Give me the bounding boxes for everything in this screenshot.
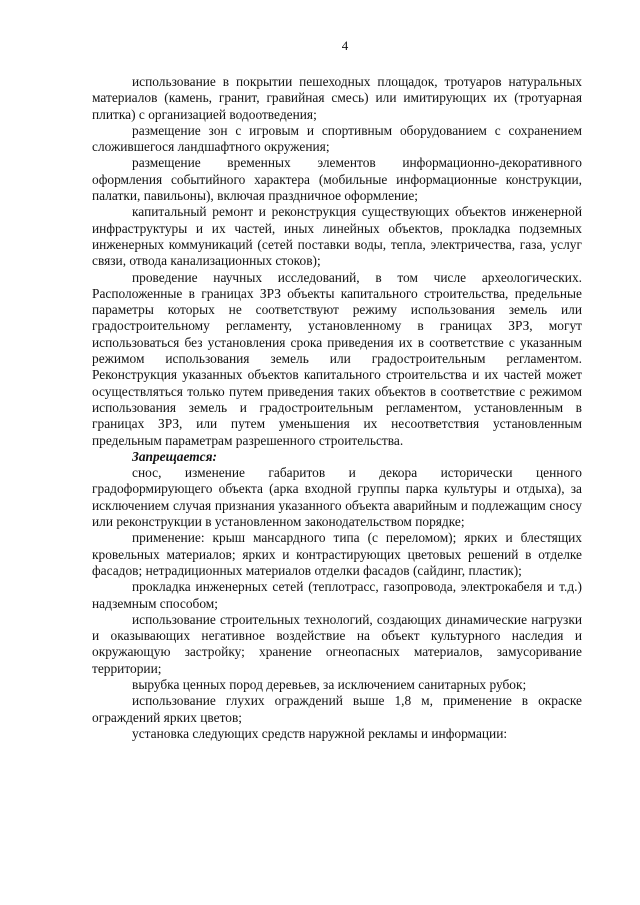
paragraph: использование в покрытии пешеходных площадок, тротуаров натуральных материалов (камень, гранит, гравийная смесь) или имитирующих их (тротуарная плитка) с организацией водоотведения; bbox=[92, 74, 582, 122]
paragraph: капитальный ремонт и реконструкция существующих объектов инженерной инфраструктуры и их частей, иных линейных объектов, прокладка подземных инженерных коммуникаций (сетей поставки воды, тепла, электричества, газа, услуг связи, отвода канализационных стоков); bbox=[92, 204, 582, 269]
document-body bbox=[92, 74, 582, 742]
paragraph: прокладка инженерных сетей (теплотрасс, газопровода, электрокабеля и т.д.) надземным способом; bbox=[92, 579, 582, 611]
paragraph: проведение научных исследований, в том числе археологических. Расположенные в границах ЗРЗ объекты капитального строительства, предельные параметры которых не соответствуют режиму использования земель или градостроительному регламенту, установленному в границах ЗРЗ, могут использоваться без установления срока приведения их в соответствие с указанным режимом использования земель или градостроительным регламентом. Реконструкция указанных объектов капитального строительства и их частей может осуществляться только путем приведения таких объектов в соответствие с режимом использования земель и градостроительным регламентом, установленным в границах ЗРЗ, или путем уменьшения их несоответствия установленным предельным параметрам разрешенного строительства. bbox=[92, 269, 582, 448]
paragraph: размещение зон с игровым и спортивным оборудованием с сохранением сложившегося ландшафтного окружения; bbox=[92, 122, 582, 155]
paragraph: применение: крыш мансардного типа (с переломом); ярких и блестящих кровельных материалов; ярких и контрастирующих цветовых решений в отделке фасадов; нетрадиционных материалов отделки фасадов (сайдинг, пластик); bbox=[92, 530, 582, 578]
paragraph: вырубка ценных пород деревьев, за исключением санитарных рубок; bbox=[132, 676, 527, 692]
paragraph: размещение временных элементов информационно-декоративного оформления событийного характера (мобильные информационные конструкции, палатки, павильоны), включая праздничное оформление; bbox=[92, 155, 582, 204]
paragraph: использование строительных технологий, создающих динамические нагрузки и оказывающих негативное воздействие на объект культурного наследия и окружающую застройку; хранение огнеопасных материалов, замусоривание территории; bbox=[92, 611, 582, 676]
section-heading: Запрещается: bbox=[132, 448, 217, 464]
page-number: 4 bbox=[341, 38, 349, 53]
paragraph: установка следующих средств наружной рекламы и информации: bbox=[132, 725, 508, 741]
paragraph: снос, изменение габаритов и декора исторически ценного градоформирующего объекта (арка входной группы парка культуры и отдыха), за исключением случая признания указанного объекта аварийным и подлежащим сносу или реконструкции в установленном законодательством порядке; bbox=[92, 465, 582, 530]
paragraph: использование глухих ограждений выше 1,8 м, применение в окраске ограждений ярких цветов; bbox=[92, 693, 582, 725]
